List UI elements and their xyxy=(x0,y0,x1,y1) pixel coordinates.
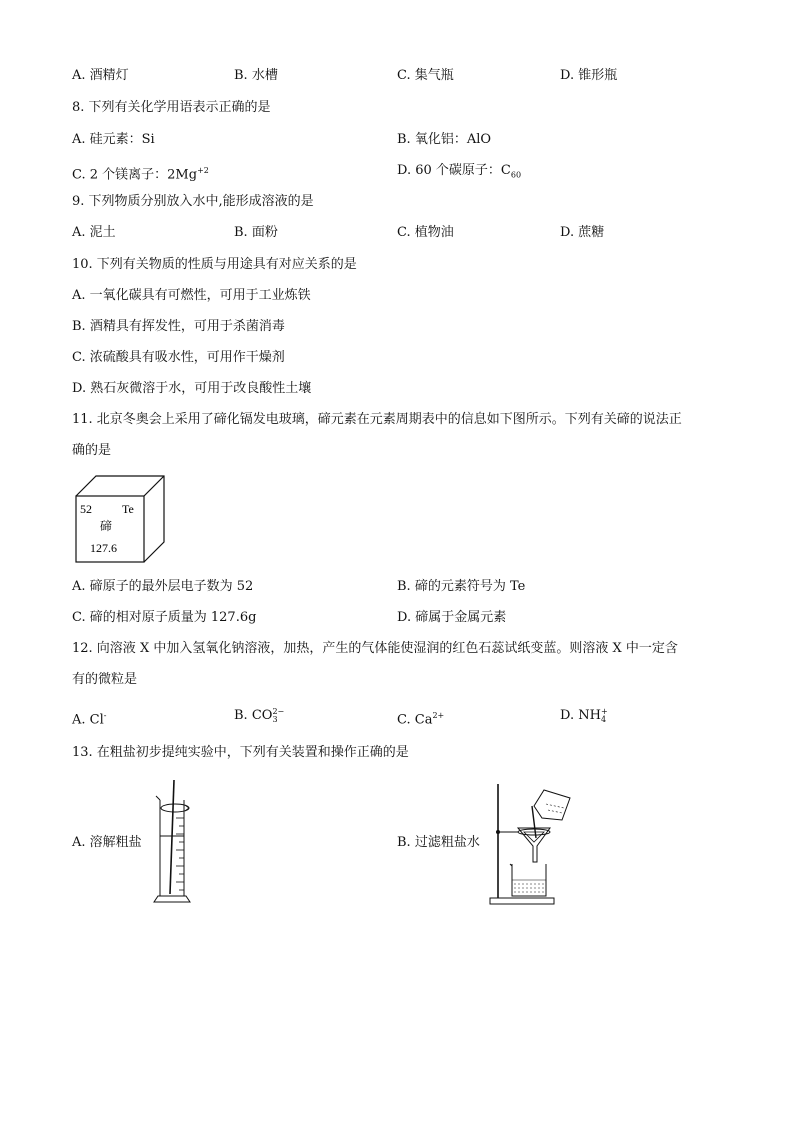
q12-stem-line1: 12. 向溶液 X 中加入氢氧化钠溶液，加热，产生的气体能使湿润的红色石蕊试纸变蓝。则溶液 X 中一定含 xyxy=(72,641,678,656)
q11-stem-line2: 确的是 xyxy=(72,443,112,458)
glass-rod xyxy=(170,780,174,894)
q8-option-d xyxy=(397,162,521,185)
q10-option-a: A. 一氧化碳具有可燃性，可用于工业炼铁 xyxy=(72,288,311,303)
q12-option-a-text: A. Cl xyxy=(72,712,104,728)
q9-option-c: C. 植物油 xyxy=(397,225,454,240)
q9-option-b: B. 面粉 xyxy=(234,225,278,240)
beaker-liquid xyxy=(514,884,544,892)
q10-option-b: B. 酒精具有挥发性，可用于杀菌消毒 xyxy=(72,319,285,334)
q8-option-c-sup: +2 xyxy=(197,166,209,175)
q12-option-d-sup: + xyxy=(600,706,608,716)
q12-option-d xyxy=(560,707,608,725)
q13-option-b: B. 过滤粗盐水 xyxy=(397,835,480,850)
clamp-screw xyxy=(496,830,500,834)
q11-option-a: A. 碲原子的最外层电子数为 52 xyxy=(72,579,254,594)
element-symbol: Te xyxy=(122,502,134,516)
q9-option-a: A. 泥土 xyxy=(72,225,116,240)
q12-option-d-sub: 4 xyxy=(600,714,607,724)
q7-option-d: D. 锥形瓶 xyxy=(560,68,618,83)
dissolve-cylinder-figure xyxy=(148,778,198,910)
q9-option-d: D. 蔗糖 xyxy=(560,225,605,240)
filtration-glass-rod xyxy=(532,806,536,838)
q13-option-a: A. 溶解粗盐 xyxy=(72,835,142,850)
stirring-arrowhead xyxy=(185,805,189,811)
cylinder-spout xyxy=(156,796,160,800)
q10-stem: 10. 下列有关物质的性质与用途具有对应关系的是 xyxy=(72,257,357,272)
element-name: 碲 xyxy=(100,519,113,533)
q7-option-c: C. 集气瓶 xyxy=(397,68,454,83)
q11-option-c: C. 碲的相对原子质量为 127.6g xyxy=(72,610,257,625)
funnel xyxy=(518,828,550,862)
q8-option-a: A. 硅元素：Si xyxy=(72,132,155,147)
q8-option-d-sub: 60 xyxy=(510,170,522,180)
element-cell-edge xyxy=(144,476,164,496)
q8-option-c-text: C. 2 个镁离子：2Mg xyxy=(72,167,198,183)
q12-option-c-text: C. Ca xyxy=(397,712,433,728)
q9-stem: 9. 下列物质分别放入水中,能形成溶液的是 xyxy=(72,194,314,209)
q12-option-b-sub: 3 xyxy=(272,714,278,724)
q8-stem: 8. 下列有关化学用语表示正确的是 xyxy=(72,100,271,115)
q12-option-b-sup: 2− xyxy=(272,706,285,716)
q7-option-b: B. 水槽 xyxy=(234,68,278,83)
pouring-beaker xyxy=(534,790,570,820)
q7-option-a: A. 酒精灯 xyxy=(72,68,129,83)
q12-option-d-text: D. NH xyxy=(560,708,601,723)
pouring-liquid xyxy=(546,804,564,813)
q11-stem-line1: 11. 北京冬奥会上采用了碲化镉发电玻璃，碲元素在元素周期表中的信息如下图所示。下列有关碲的说法正 xyxy=(72,412,682,427)
q11-option-b: B. 碲的元素符号为 Te xyxy=(397,579,526,594)
q12-option-c-sup: 2+ xyxy=(432,711,445,720)
q12-option-a-sup: - xyxy=(103,711,107,720)
q10-option-d: D. 熟石灰微溶于水，可用于改良酸性土壤 xyxy=(72,381,312,396)
q13-stem: 13. 在粗盐初步提纯实验中，下列有关装置和操作正确的是 xyxy=(72,745,409,760)
element-cell-figure xyxy=(74,474,166,564)
q8-option-d-text: D. 60 个碳原子：C xyxy=(397,163,511,178)
q12-stem-line2: 有的微粒是 xyxy=(72,672,138,687)
cylinder-base xyxy=(154,896,190,902)
stand-base xyxy=(490,898,554,904)
q12-option-b xyxy=(234,707,284,725)
q12-option-c xyxy=(397,707,444,729)
filtration-figure xyxy=(486,780,582,908)
q8-option-c xyxy=(72,162,209,184)
q11-option-d: D. 碲属于金属元素 xyxy=(397,610,507,625)
element-mass: 127.6 xyxy=(90,541,117,555)
q12-option-a xyxy=(72,707,106,729)
cylinder-graduations xyxy=(176,818,184,890)
q12-option-b-text: B. CO xyxy=(234,708,273,723)
q8-option-b: B. 氧化铝：AlO xyxy=(397,132,492,147)
q10-option-c: C. 浓硫酸具有吸水性，可用作干燥剂 xyxy=(72,350,285,365)
stirring-arrow xyxy=(161,804,189,812)
element-number: 52 xyxy=(80,502,92,516)
